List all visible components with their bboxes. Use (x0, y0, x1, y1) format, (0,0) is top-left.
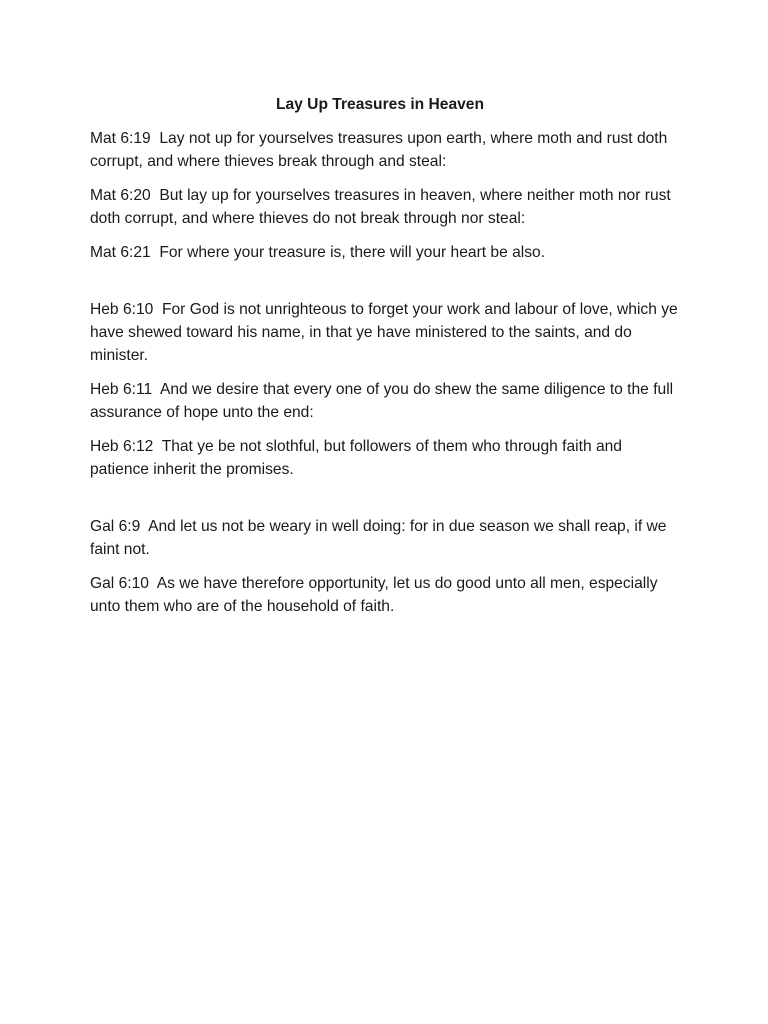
verse-paragraph (90, 298, 680, 367)
verse-group-galatians (90, 515, 680, 618)
verse-reference: Mat 6:20 (90, 187, 151, 204)
verse-text: But lay up for yourselves treasures in heaven, where neither moth nor rust doth corrupt, and where thieves do not break through nor steal: (90, 187, 671, 227)
verse-reference: Mat 6:19 (90, 130, 151, 147)
verse-reference: Heb 6:12 (90, 438, 154, 455)
verse-text: For God is not unrighteous to forget your work and labour of love, which ye have shewed toward his name, in that ye have ministered to the saints, and do minister. (90, 301, 678, 364)
verse-reference: Gal 6:9 (90, 518, 141, 535)
verse-group-hebrews (90, 298, 680, 481)
verse-text: And we desire that every one of you do shew the same diligence to the full assurance of hope unto the end: (90, 381, 674, 421)
verse-text: And let us not be weary in well doing: for in due season we shall reap, if we faint not. (90, 518, 667, 558)
verse-paragraph (90, 184, 680, 230)
document-title: Lay Up Treasures in Heaven (275, 96, 484, 113)
verse-paragraph (90, 127, 680, 173)
verse-text: As we have therefore opportunity, let us do good unto all men, especially unto them who are of the household of faith. (90, 575, 658, 615)
verse-reference: Heb 6:11 (90, 381, 153, 398)
verse-group-matthew (90, 127, 680, 264)
verse-text: That ye be not slothful, but followers of them who through faith and patience inherit the promises. (90, 438, 622, 478)
verse-paragraph (90, 515, 680, 561)
document-body (90, 93, 680, 652)
verse-paragraph (90, 378, 680, 424)
verse-text: Lay not up for yourselves treasures upon earth, where moth and rust doth corrupt, and where thieves break through and steal: (90, 130, 668, 170)
verse-text: For where your treasure is, there will your heart be also. (159, 244, 546, 261)
verse-reference: Mat 6:21 (90, 244, 151, 261)
verse-reference: Gal 6:10 (90, 575, 149, 592)
verse-reference: Heb 6:10 (90, 301, 154, 318)
verse-paragraph (90, 435, 680, 481)
verse-paragraph (90, 241, 680, 264)
verse-paragraph (90, 572, 680, 618)
